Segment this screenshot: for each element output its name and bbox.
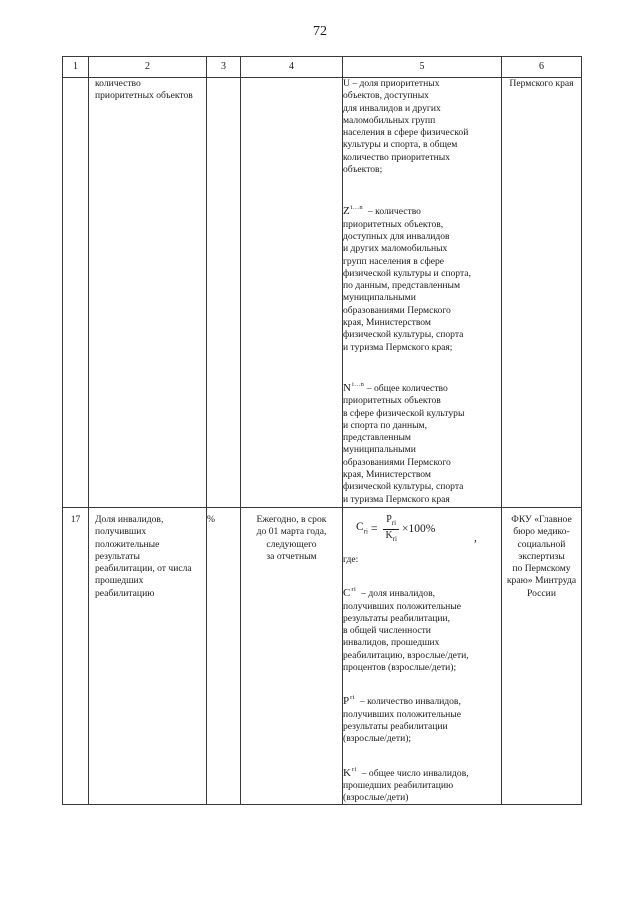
z-symbol: Z — [343, 205, 350, 218]
text-line: количество — [95, 78, 141, 89]
text-line: групп населения в сфере — [343, 255, 445, 267]
z-superscript: i...n — [350, 204, 364, 212]
header-cell-6: 6 — [502, 57, 582, 78]
text-line: приоритетных объектов, — [343, 218, 444, 230]
text-line-tail: – доля инвалидов, — [361, 588, 436, 600]
text-line: маломобильных групп — [343, 114, 436, 126]
text-line: по данным, представленным — [343, 280, 461, 292]
formula-fraction: $\frac{P_{ri}}{K_{ri}}$ — [385, 514, 397, 543]
text-line: реабилитацию — [95, 587, 155, 599]
row2-description — [343, 508, 502, 805]
row1-col1 — [63, 78, 89, 508]
description-block-c — [343, 584, 501, 674]
text-line-tail: – количество инвалидов, — [359, 696, 461, 708]
text-line: физической культуры, спорта — [343, 329, 464, 341]
p-superscript: ri — [350, 694, 356, 702]
text-line: в сфере физической культуры — [343, 407, 465, 419]
header-cell-5: 5 — [343, 57, 502, 78]
formula-multiplier: ×100% — [401, 523, 436, 536]
text-line: бюро медико- — [513, 526, 570, 538]
text-line: за отчетным — [266, 550, 317, 562]
text-line: Доля инвалидов, — [95, 514, 164, 525]
text-line: по Пермскому — [512, 563, 571, 575]
row1-col4 — [241, 78, 343, 508]
text-line: приоритетных объектов — [343, 395, 441, 407]
text-line: результаты реабилитации — [343, 720, 448, 732]
formula-lhs: $C_{ri}$ — [356, 521, 368, 536]
description-block-p — [343, 692, 501, 745]
row1-col3 — [207, 78, 241, 508]
text-line: края, Министерством — [343, 317, 431, 329]
text-line: (взрослые/дети); — [343, 733, 412, 745]
text-line: и туризма Пермского края — [343, 493, 450, 505]
text-line: образованиями Пермского — [343, 456, 451, 468]
text-line: результаты — [95, 550, 140, 562]
text-line: Ежегодно, в срок — [256, 514, 327, 525]
text-line: реабилитации, от числа — [95, 563, 192, 575]
table-row-continuation — [63, 78, 582, 508]
text-line: и других маломобильных — [343, 243, 448, 255]
text-line: реабилитацию, взрослые/дети, — [343, 649, 469, 661]
text-line: процентов (взрослые/дети); — [343, 662, 457, 674]
indicator-table — [62, 56, 582, 805]
text-line — [343, 379, 501, 395]
text-line — [343, 584, 501, 600]
header-cell-3: 3 — [207, 57, 241, 78]
text-line: объектов; — [343, 164, 383, 176]
c-superscript: ri — [351, 586, 357, 594]
text-line: муниципальными — [343, 444, 416, 456]
description-block-z — [343, 202, 501, 354]
row2-deadline — [241, 508, 343, 805]
text-line: в общей численности — [343, 625, 431, 637]
text-line: результаты реабилитации, — [343, 612, 451, 624]
text-line: U – доля приоритетных — [343, 78, 440, 89]
text-line: образованиями Пермского — [343, 304, 451, 316]
text-line: прошедших реабилитацию — [343, 779, 454, 791]
text-line: населения в сфере физической — [343, 127, 469, 139]
text-line: получивших положительные — [343, 600, 461, 612]
description-block-u — [343, 78, 501, 176]
text-line — [343, 692, 501, 708]
text-line: получивших положительные — [343, 708, 461, 720]
row1-responsible — [502, 78, 582, 508]
text-line-tail: – общее число инвалидов, — [361, 767, 469, 779]
table-row-17 — [63, 508, 582, 805]
text-line-tail: – общее количество — [366, 382, 448, 394]
header-cell-2: 2 — [89, 57, 207, 78]
n-symbol: N — [343, 381, 351, 394]
text-line: (взрослые/дети) — [343, 792, 409, 804]
text-line: физической культуры и спорта, — [343, 267, 471, 279]
page-number: 72 — [313, 24, 327, 39]
text-line: получивших — [95, 526, 147, 538]
text-line: инвалидов, прошедших — [343, 637, 440, 649]
formula-comma: , — [474, 532, 477, 544]
text-line: России — [527, 587, 556, 599]
text-line: экспертизы — [518, 550, 565, 562]
text-line: количество приоритетных — [343, 151, 451, 163]
table-header-row — [63, 57, 582, 78]
header-cell-4: 4 — [241, 57, 343, 78]
n-superscript: i...n — [351, 380, 365, 388]
text-line: объектов, доступных — [343, 90, 429, 102]
text-line: доступных для инвалидов — [343, 230, 450, 242]
text-line: физической культуры, спорта — [343, 481, 464, 493]
row2-responsible — [502, 508, 582, 805]
text-line: и спорта по данным, — [343, 419, 428, 431]
text-line: и туризма Пермского края; — [343, 341, 453, 353]
text-line: для инвалидов и других — [343, 102, 441, 114]
text-line: приоритетных объектов — [95, 90, 193, 102]
text-line: краю» Минтруда — [506, 575, 577, 587]
c-symbol: C — [343, 587, 351, 600]
text-line: следующего — [266, 538, 317, 550]
text-line: Пермского края — [509, 78, 574, 89]
where-label: где: — [343, 554, 359, 565]
text-line: края, Министерством — [343, 469, 431, 481]
text-line: представленным — [343, 432, 412, 444]
text-line — [343, 202, 501, 218]
row1-description — [343, 78, 502, 508]
text-line: муниципальными — [343, 292, 416, 304]
text-line-tail: – количество — [367, 206, 421, 218]
text-line: культуры и спорта, в общем — [343, 139, 458, 151]
description-block-k — [343, 764, 501, 805]
description-block-n — [343, 379, 501, 506]
header-cell-1: 1 — [63, 57, 89, 78]
text-line: прошедших — [95, 575, 144, 587]
row2-unit: % — [207, 508, 241, 805]
p-symbol: P — [343, 695, 350, 708]
formula-equals: = — [370, 523, 378, 536]
text-line: ФКУ «Главное — [511, 514, 572, 525]
text-line: положительные — [95, 538, 160, 550]
row2-number: 17 — [63, 508, 89, 805]
text-line: социальной — [517, 538, 566, 550]
k-symbol: K — [343, 766, 351, 779]
k-superscript: ri — [351, 765, 357, 773]
row2-indicator-name — [89, 508, 207, 805]
text-line: до 01 марта года, — [256, 526, 327, 538]
text-line — [343, 764, 501, 780]
formula — [343, 508, 501, 548]
row1-indicator-name — [89, 78, 207, 508]
